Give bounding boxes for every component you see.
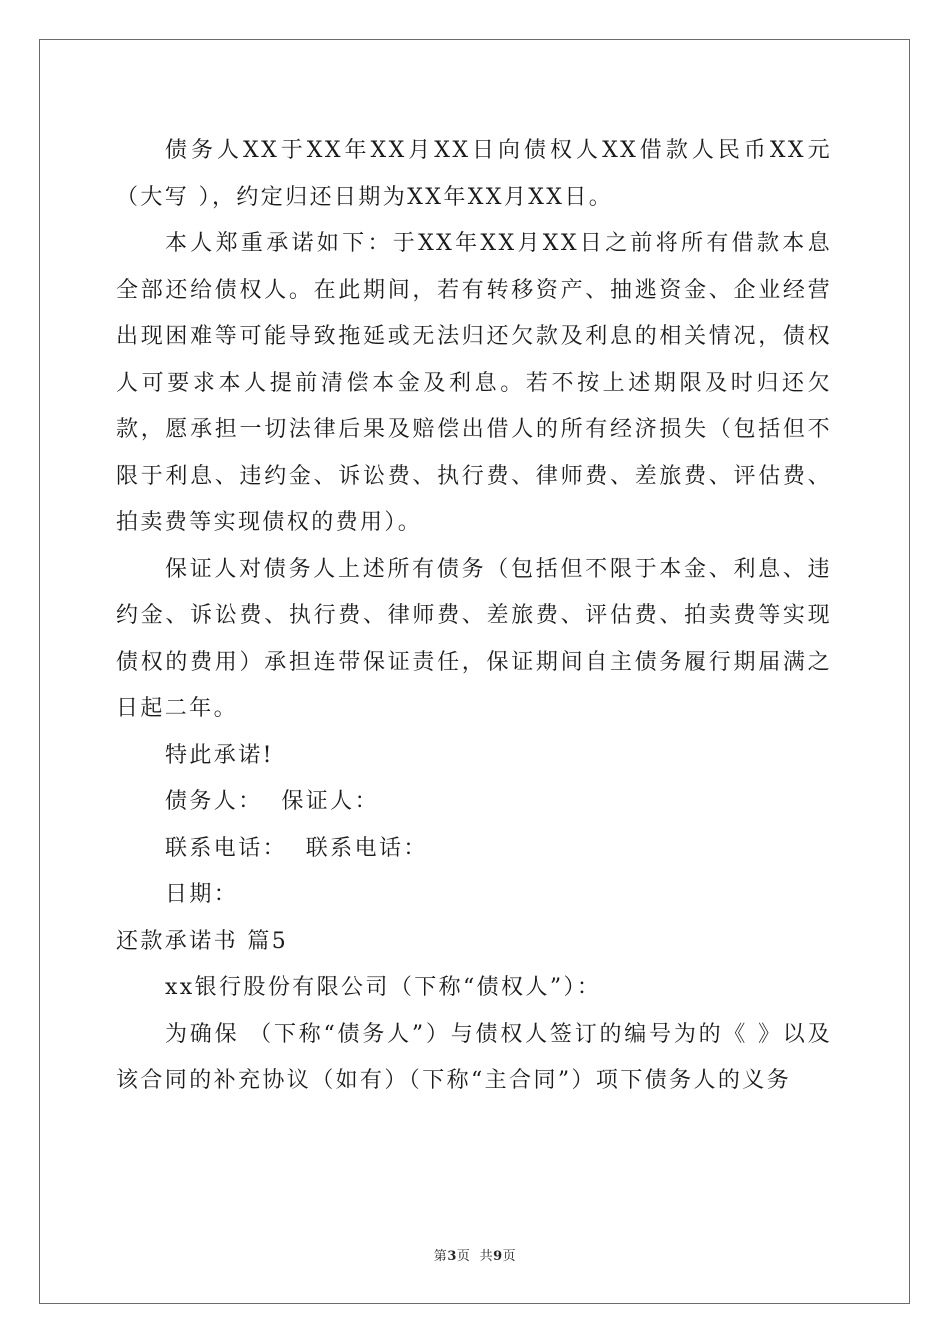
paragraph-closing: 特此承诺! bbox=[165, 742, 274, 768]
page-footer bbox=[0, 1245, 950, 1264]
footer-mid: 页 共 bbox=[456, 1249, 494, 1264]
footer-page-number: 3 bbox=[447, 1249, 457, 1264]
signature-phones: 联系电话： 联系电话： bbox=[165, 835, 428, 861]
paragraph-promise: 本人郑重承诺如下：于XX年XX月XX日之前将所有借款本息全部还给债权人。在此期间，若有转移资产、抽逃资金、企业经营出现困难等可能导致拖延或无法归还欠款及利息的相关情况，债权人可要求本人提前清偿本金及利息。若不按上述期限及时归还欠款，愿承担一切法律后果及赔偿出借人的所有经济损失（包括但不限于利息、违约金、诉讼费、执行费、律师费、差旅费、评估费、拍卖费等实现债权的费用）。 bbox=[116, 231, 832, 535]
footer-prefix: 第 bbox=[433, 1249, 448, 1264]
paragraph-loan-statement: 债务人XX于XX年XX月XX日向债权人XX借款人民币XX元（大写 ），约定归还日期为XX年XX月XX日。 bbox=[116, 138, 832, 210]
paragraph-guarantee: 保证人对债务人上述所有债务（包括但不限于本金、利息、违约金、诉讼费、执行费、律师费、差旅费、评估费、拍卖费等实现债权的费用）承担连带保证责任，保证期间自主债务履行期届满之日起二年。 bbox=[116, 556, 832, 721]
footer-suffix: 页 bbox=[502, 1249, 517, 1264]
signature-debtor-guarantor: 债务人： 保证人： bbox=[165, 789, 379, 814]
paragraph-purpose: 为确保 （下称“债务人”）与债权人签订的编号为的《 》以及该合同的补充协议（如有）（下称“主合同”）项下债务人的义务 bbox=[116, 1021, 832, 1093]
section-heading: 还款承诺书 篇5 bbox=[116, 928, 289, 954]
document-body bbox=[116, 128, 832, 1105]
signature-date: 日期： bbox=[165, 882, 239, 907]
paragraph-addressee: xx银行股份有限公司（下称“债权人”）： bbox=[165, 975, 602, 1000]
footer-total-pages: 9 bbox=[493, 1249, 503, 1264]
